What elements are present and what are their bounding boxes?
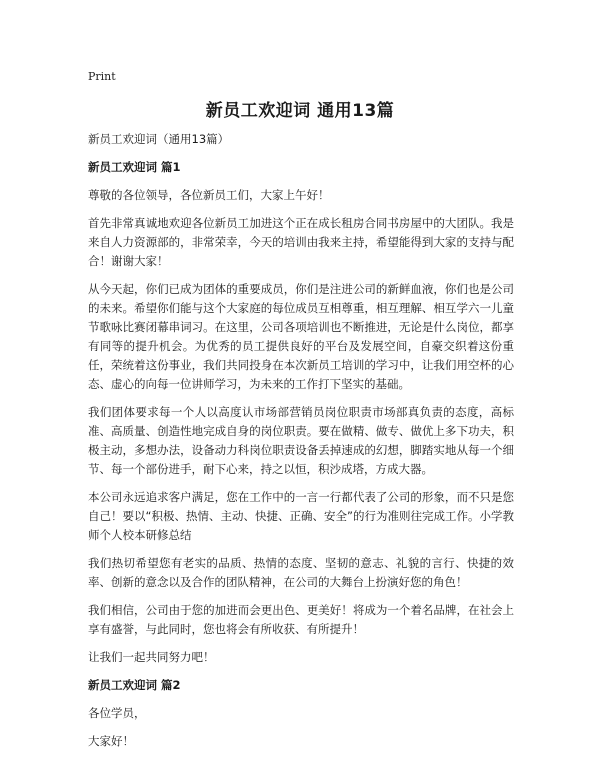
paragraph: 首先非常真诚地欢迎各位新员工加进这个正在成长租房合同书房屋中的大团队。我是来自人力资源部的，非常荣幸，今天的培训由我来主持，希望能得到大家的支持与配合！谢谢大家！: [88, 216, 514, 268]
paragraph: 各位学员，: [88, 706, 146, 720]
section-heading-2: 新员工欢迎词 篇2: [88, 678, 181, 692]
section-heading-1: 新员工欢迎词 篇1: [88, 160, 181, 174]
print-label[interactable]: Print: [88, 70, 116, 83]
paragraph: 大家好！: [88, 734, 134, 748]
document-body: [88, 130, 514, 760]
paragraph: 从今天起，你们已成为团体的重要成员，你们是注进公司的新鲜血液，你们也是公司的未来。希望你们能与这个大家庭的每位成员互相尊重，相互理解、相互学六一儿童节歌咏比赛闭幕串词习。在这里，公司各项培训也不断推进，无论是什么岗位，都享有同等的提升机会。为优秀的员工提供良好的平台及发展空间，自豪交织着这份重任，荣统着这份事业，我们共同投身在本次新员工培训的学习中，让我们用空杯的心态、虚心的向每一位讲师学习，为未来的工作打下坚实的基础。: [88, 282, 514, 391]
page-title: 新员工欢迎词 通用13篇: [205, 101, 395, 121]
paragraph: 我们相信，公司由于您的加进而会更出色、更美好！将成为一个着名品牌，在社会上享有盛誉，与此同时，您也将会有所收获、有所提升！: [88, 603, 514, 636]
paragraph-greeting: 尊敬的各位领导，各位新员工们，大家上午好！: [88, 188, 330, 202]
paragraph: 我们团体要求每一个人以高度认市场部营销员岗位职责市场部真负责的态度，高标准、高质量、创造性地完成自身的岗位职责。要在做精、做专、做优上多下功夫，积极主动，多想办法，设备动力科岗位职责设备丢掉速成的幻想，脚踏实地从每一个细节、每一个部份进手，耐下心来，持之以恒，积沙成塔，方成大器。: [88, 405, 514, 476]
paragraph: 本公司永远追求客户满足，您在工作中的一言一行都代表了公司的形象，而不只是您自己！要以“积极、热情、主动、快捷、正确、安全”的行为准则往完成工作。小学教师个人校本研修总结: [88, 490, 514, 542]
paragraph: 让我们一起共同努力吧！: [88, 650, 215, 664]
subtitle: 新员工欢迎词（通用13篇）: [88, 132, 230, 146]
paragraph: 我们热切希望您有老实的品质、热情的态度、坚韧的意志、礼貌的言行、快捷的效率、创新的意念以及合作的团队精神，在公司的大舞台上扮演好您的角色！: [88, 556, 514, 589]
